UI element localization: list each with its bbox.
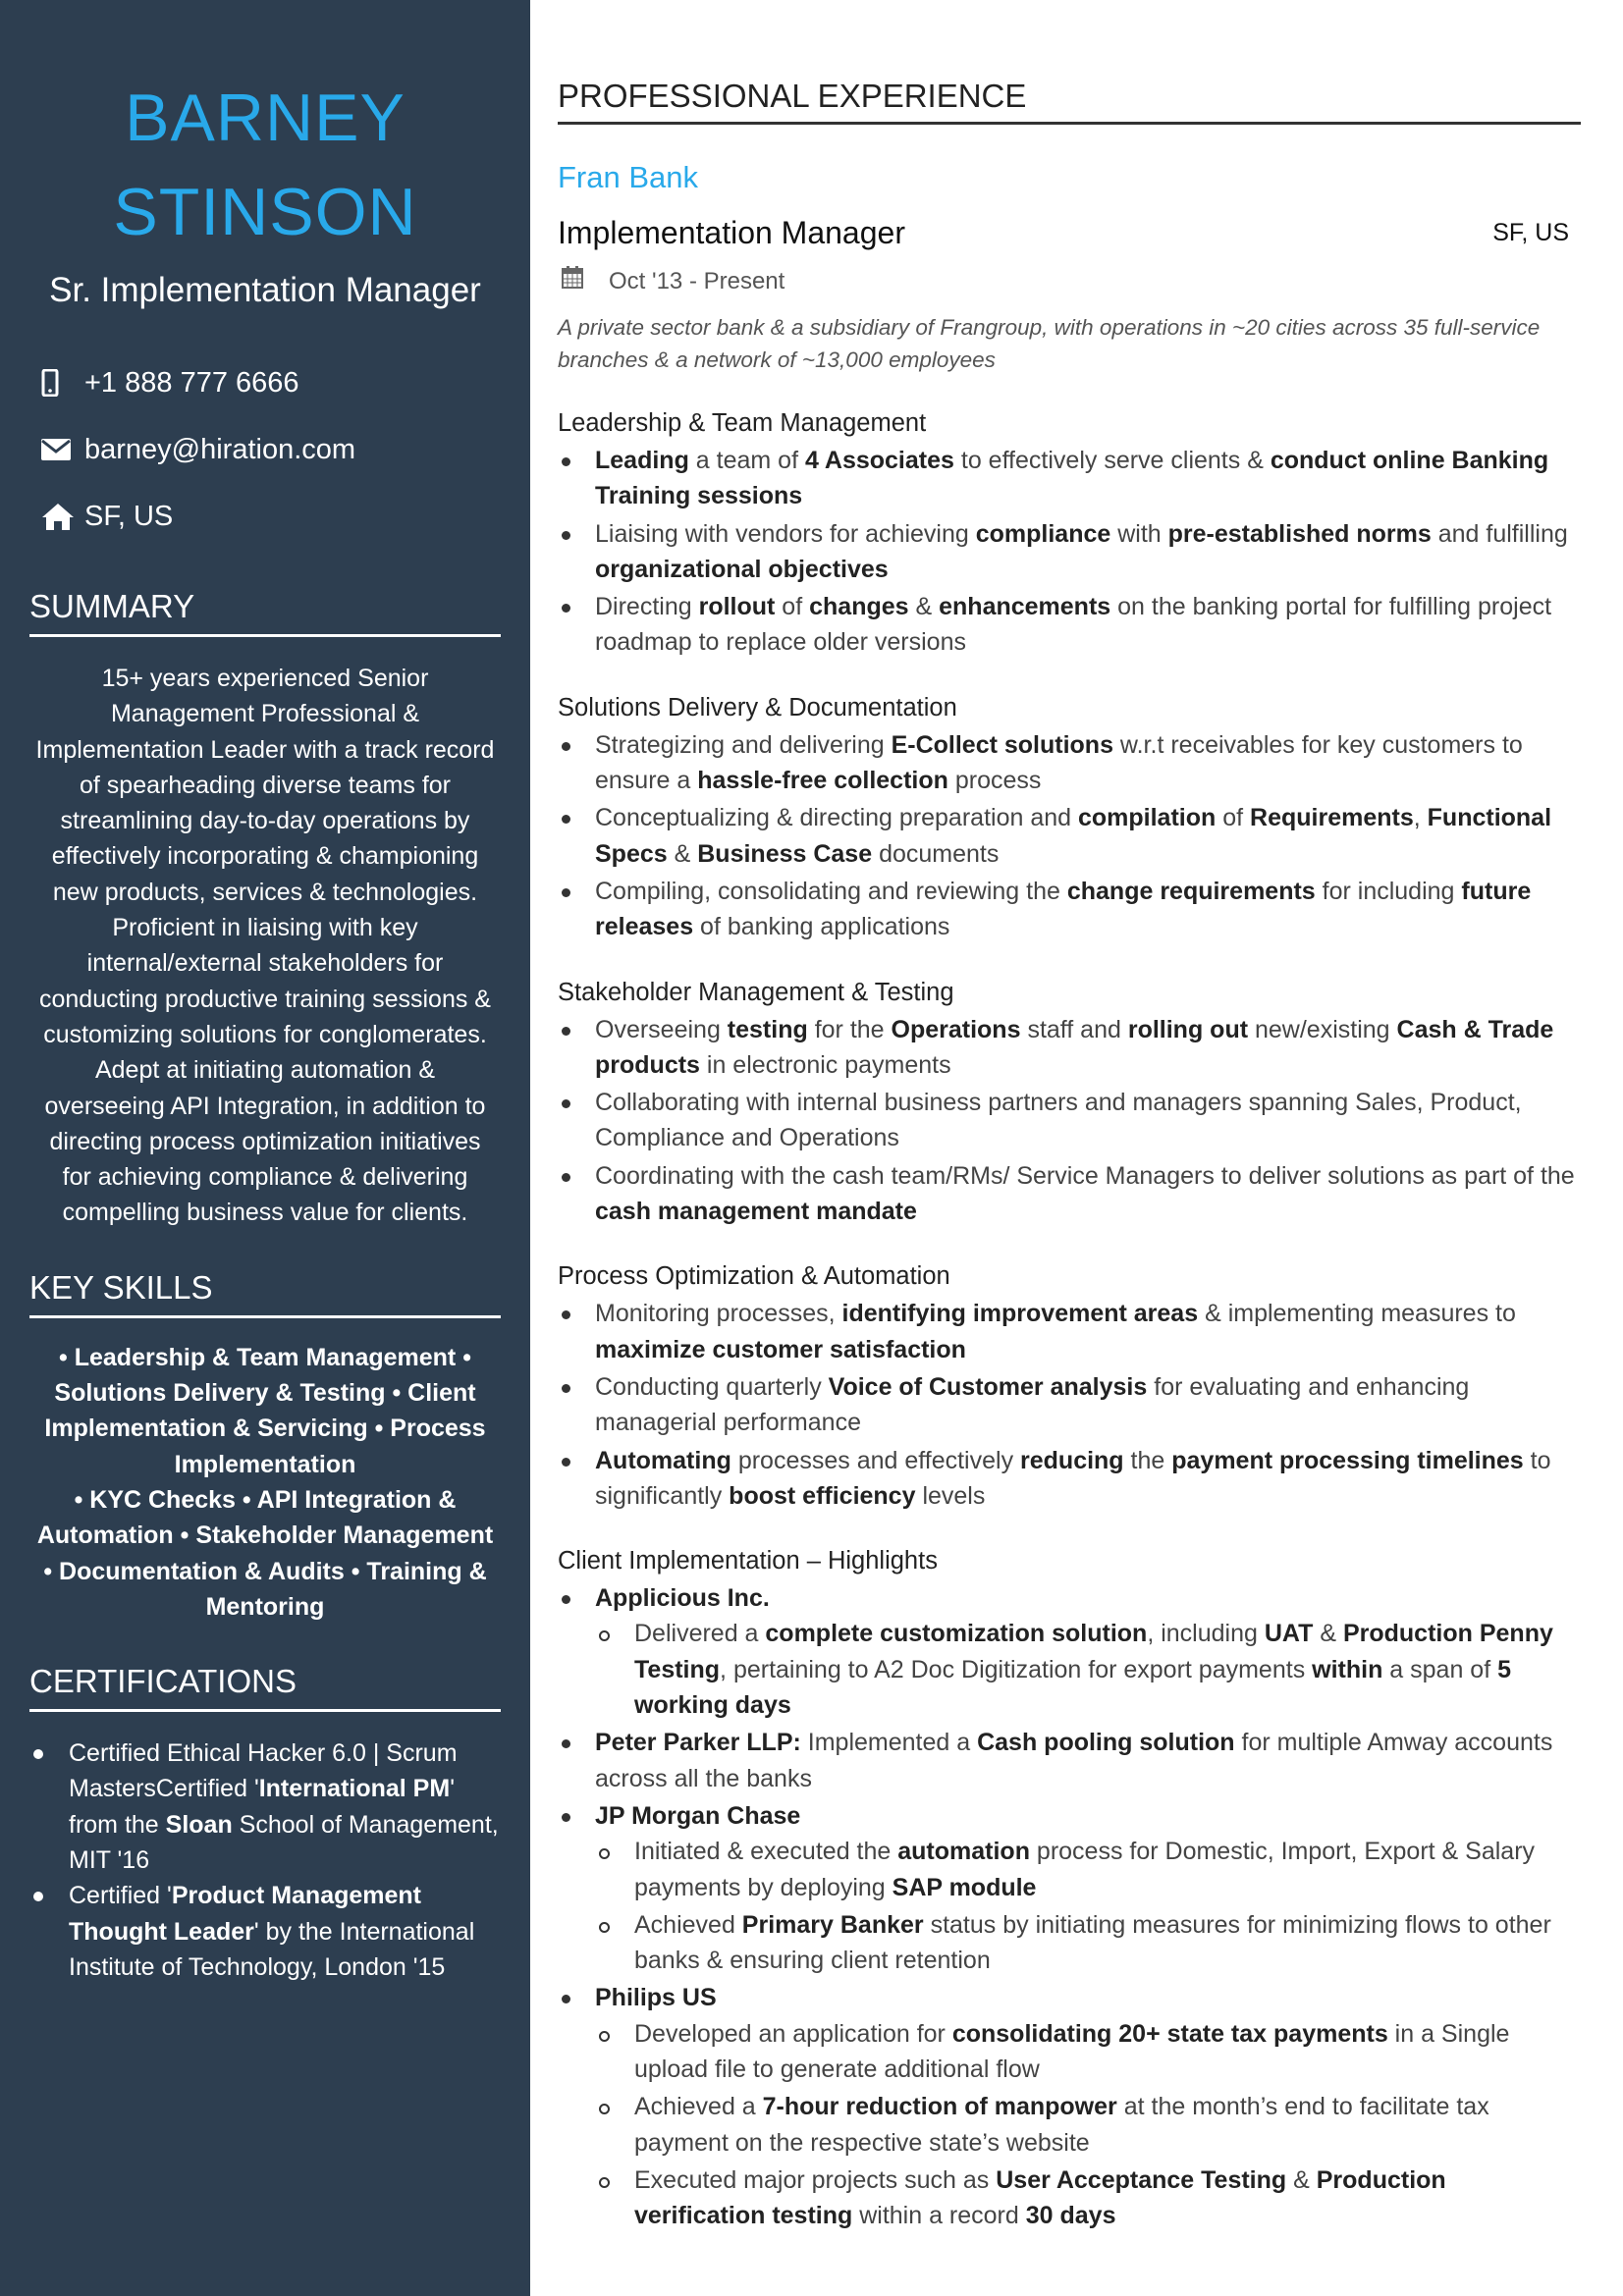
summary-text: 15+ years experienced Senior Management Professional & Implementation Leader with a track record of spearheading diverse teams for streamlining day-to-day operations by effectively incorporating & championing new products, services & technologies. Proficient in liaising with key internal/external stakeholders for conducting productive training sessions & customizing solutions for conglomerates. Adept at initiating automation & overseeing API Integration, in addition to directing process optimization initiatives for achieving compliance & delivering compelling business value for clients. xyxy=(35,665,495,1227)
bullet-item xyxy=(558,1443,1581,1515)
bold-text: organizational objectives xyxy=(595,555,889,583)
certifications-list xyxy=(29,1735,501,1985)
text-segment: the xyxy=(1123,1446,1172,1474)
text-segment: in electronic payments xyxy=(699,1050,951,1079)
main-content xyxy=(558,0,1581,2235)
summary-heading: SUMMARY xyxy=(29,587,501,637)
company-name: Fran Bank xyxy=(558,160,699,194)
job-title: Sr. Implementation Manager xyxy=(49,271,481,309)
certifications-heading: CERTIFICATIONS xyxy=(29,1662,501,1712)
highlight-client xyxy=(558,1725,1581,1796)
key-skills xyxy=(29,1340,501,1625)
bold-text: E-Collect solutions xyxy=(891,730,1113,759)
bold-text: consolidating 20+ state tax payments xyxy=(951,2019,1388,2048)
bold-text: 7-hour reduction of manpower xyxy=(762,2093,1117,2121)
bold-text: hassle-free collection xyxy=(697,767,948,795)
role-location: SF, US xyxy=(1492,219,1569,246)
bullet-item xyxy=(558,874,1581,945)
bold-text: Functional Specs xyxy=(595,804,1552,868)
text-segment: Certified ' xyxy=(69,1882,172,1910)
bold-text: cash management mandate xyxy=(595,1198,917,1226)
bullet-list xyxy=(558,727,1581,945)
text-segment: process xyxy=(947,767,1042,795)
highlight-subitem xyxy=(595,1834,1581,1905)
bold-text: 4 Associates xyxy=(804,447,954,474)
phone-text: +1 888 777 6666 xyxy=(84,366,299,399)
bold-text: Primary Banker xyxy=(741,1910,924,1939)
highlight-sublist xyxy=(595,2016,1581,2234)
text-segment: Directing xyxy=(595,593,699,621)
text-segment: Strategizing and delivering xyxy=(595,730,892,759)
highlight-client xyxy=(558,1980,1581,2233)
sidebar xyxy=(0,0,530,2296)
highlight-sublist xyxy=(595,1834,1581,1978)
text-segment: new/existing xyxy=(1248,1015,1397,1043)
bullet-item xyxy=(558,800,1581,872)
bullet-item xyxy=(558,443,1581,514)
bold-text: Philips US xyxy=(595,1984,717,2012)
bullet-list xyxy=(558,1296,1581,1514)
bold-text: Applicious Inc. xyxy=(595,1584,770,1613)
bold-text: User Acceptance Testing xyxy=(996,2165,1287,2194)
highlight-client xyxy=(558,1580,1581,1723)
bold-text: automation xyxy=(897,1838,1030,1866)
text-segment: Collaborating with internal business partners and managers spanning Sales, Product, Compliance and Operations xyxy=(595,1089,1522,1152)
text-segment: Conceptualizing & directing preparation and xyxy=(595,804,1078,832)
text-segment: in a Single upload file to generate additional flow xyxy=(634,2019,1510,2083)
experience-sections xyxy=(558,405,1581,1514)
section-heading: Solutions Delivery & Documentation xyxy=(558,693,957,721)
bold-text: Production verification testing xyxy=(634,2165,1446,2230)
bold-text: payment processing timelines xyxy=(1171,1446,1524,1474)
last-name: STINSON xyxy=(113,175,417,249)
bold-text: Production Penny Testing xyxy=(634,1620,1553,1683)
highlight-subitem xyxy=(595,1616,1581,1723)
text-segment: staff and xyxy=(1020,1015,1128,1043)
text-segment: Compiling, consolidating and reviewing the xyxy=(595,877,1067,905)
bullet-item xyxy=(558,727,1581,799)
bold-text: Business Case xyxy=(697,839,873,868)
text-segment: Monitoring processes, xyxy=(595,1300,842,1328)
bold-text: SAP module xyxy=(892,1873,1037,1901)
text-segment: process for Domestic, Import, Export & Salary payments by deploying xyxy=(634,1838,1536,1901)
bold-text: rolling out xyxy=(1127,1015,1249,1043)
section-heading: Process Optimization & Automation xyxy=(558,1262,950,1291)
text-segment: for including xyxy=(1315,877,1462,905)
text-segment: Liaising with vendors for achieving xyxy=(595,519,976,548)
bold-text: International PM xyxy=(258,1775,451,1803)
bold-text: changes xyxy=(809,593,909,621)
text-segment: & xyxy=(908,593,940,621)
text-segment: and fulfilling xyxy=(1431,519,1568,548)
text-segment: of xyxy=(775,593,810,621)
certification-item xyxy=(29,1878,501,1985)
text-segment: Implemented a xyxy=(800,1729,978,1757)
highlight-subitem xyxy=(595,2016,1581,2088)
text-segment: & implementing measures to xyxy=(1198,1300,1516,1328)
envelope-icon xyxy=(29,439,84,460)
text-segment: to effectively serve clients & xyxy=(953,447,1271,474)
key-skills-heading: KEY SKILLS xyxy=(29,1268,501,1318)
text-segment: a team of xyxy=(688,447,805,474)
text-segment: for multiple Amway accounts across all the banks xyxy=(595,1729,1553,1792)
bold-text: Requirements xyxy=(1250,804,1414,832)
highlight-subitem xyxy=(595,1907,1581,1979)
bold-text: Voice of Customer analysis xyxy=(828,1372,1148,1401)
text-segment: levels xyxy=(915,1481,986,1510)
bullet-item xyxy=(558,1012,1581,1084)
contact-phone xyxy=(29,349,501,416)
experience-heading: PROFESSIONAL EXPERIENCE xyxy=(558,77,1581,125)
text-segment: at the month’s end to facilitate tax payment on the respective state’s website xyxy=(634,2093,1489,2157)
bold-text: Cash & Trade products xyxy=(595,1015,1554,1079)
bold-text: testing xyxy=(727,1015,808,1043)
bold-text: Peter Parker LLP: xyxy=(595,1729,801,1757)
text-segment: Delivered a xyxy=(634,1620,766,1648)
bullet-item xyxy=(558,1085,1581,1156)
skills-line: • Leadership & Team Management • Solutions Delivery & Testing • Client Implementation & Servicing • Process Implementation xyxy=(44,1343,486,1478)
bold-text: boost efficiency xyxy=(729,1481,916,1510)
bold-text: conduct online Banking Training sessions xyxy=(595,447,1549,510)
location-text: SF, US xyxy=(84,500,174,532)
bold-text: compilation xyxy=(1077,804,1217,832)
bold-text: future releases xyxy=(595,877,1532,941)
text-segment: Certified Ethical Hacker 6.0 | Scrum MastersCertified ' xyxy=(69,1739,458,1803)
bold-text: compliance xyxy=(975,519,1111,548)
text-segment: Developed an application for xyxy=(634,2019,952,2048)
highlights-heading: Client Implementation – Highlights xyxy=(558,1547,938,1575)
bold-text: Product Management Thought Leader xyxy=(69,1882,422,1946)
bold-text: Cash pooling solution xyxy=(977,1729,1235,1757)
certification-item xyxy=(29,1735,501,1878)
text-segment: Executed major projects such as xyxy=(634,2165,997,2194)
text-segment: with xyxy=(1110,519,1168,548)
bold-text: maximize customer satisfaction xyxy=(595,1335,966,1363)
bullet-item xyxy=(558,589,1581,661)
bold-text: JP Morgan Chase xyxy=(595,1801,801,1830)
highlight-subitem xyxy=(595,2163,1581,2234)
date-text: Oct '13 - Present xyxy=(609,268,785,294)
highlight-client xyxy=(558,1798,1581,1978)
section-heading: Stakeholder Management & Testing xyxy=(558,978,954,1006)
bold-text: 5 working days xyxy=(634,1655,1512,1720)
text-segment: ' by the International Institute of Technology, London '15 xyxy=(69,1917,475,1981)
text-segment: on the banking portal for fulfilling project roadmap to replace older versions xyxy=(595,593,1552,657)
role-title: Implementation Manager xyxy=(558,215,905,250)
text-segment: of xyxy=(1216,804,1251,832)
bullet-item xyxy=(558,516,1581,588)
date-range xyxy=(558,264,1581,299)
text-segment: to significantly xyxy=(595,1446,1551,1510)
bold-text: 30 days xyxy=(1025,2202,1116,2230)
bold-text: reducing xyxy=(1020,1446,1124,1474)
text-segment: , pertaining to A2 Doc Digitization for export payments xyxy=(720,1655,1313,1683)
bold-text: pre-established norms xyxy=(1167,519,1432,548)
contact-email xyxy=(29,416,501,483)
bold-text: Leading xyxy=(595,447,689,474)
text-segment: for the xyxy=(807,1015,892,1043)
bullet-item xyxy=(558,1296,1581,1367)
bold-text: Sloan xyxy=(165,1810,233,1839)
text-segment: w.r.t receivables for key customers to ensure a xyxy=(595,730,1523,795)
email-text: barney@hiration.com xyxy=(84,433,356,465)
highlight-sublist xyxy=(595,1616,1581,1723)
highlights-list xyxy=(558,1580,1581,2233)
highlight-subitem xyxy=(595,2089,1581,2161)
text-segment: processes and effectively xyxy=(730,1446,1021,1474)
section-heading: Leadership & Team Management xyxy=(558,409,927,437)
text-segment: documents xyxy=(872,839,1000,868)
text-segment: , xyxy=(1413,804,1428,832)
bullet-list xyxy=(558,1012,1581,1230)
calendar-icon xyxy=(562,264,583,299)
bold-text: Automating xyxy=(595,1446,731,1474)
bold-text: identifying improvement areas xyxy=(841,1300,1199,1328)
text-segment: School of Management, MIT '16 xyxy=(69,1810,499,1875)
bullet-item xyxy=(558,1158,1581,1230)
text-segment: within a record xyxy=(852,2202,1026,2230)
text-segment: , including xyxy=(1147,1620,1265,1648)
text-segment: status by initiating measures for minimizing flows to other banks & ensuring client retention xyxy=(634,1910,1551,1975)
company-description: A private sector bank & a subsidiary of Frangroup, with operations in ~20 cities across 35 full-service branches & a network of ~13,000 employees xyxy=(558,315,1541,372)
bold-text: UAT xyxy=(1264,1620,1314,1648)
bold-text: Operations xyxy=(891,1015,1021,1043)
bold-text: enhancements xyxy=(939,593,1111,621)
bullet-item xyxy=(558,1369,1581,1441)
bold-text: complete customization solution xyxy=(765,1620,1148,1648)
text-segment: Coordinating with the cash team/RMs/ Service Managers to deliver solutions as part of the xyxy=(595,1161,1575,1190)
role-row xyxy=(558,213,1581,252)
first-name: BARNEY xyxy=(125,80,406,155)
text-segment: a span of xyxy=(1382,1655,1498,1683)
contact-location xyxy=(29,483,501,550)
home-icon xyxy=(29,502,84,531)
text-segment: & xyxy=(1286,2165,1317,2194)
text-segment: & xyxy=(1313,1620,1343,1648)
text-segment: & xyxy=(667,839,698,868)
text-segment: for evaluating and enhancing managerial performance xyxy=(595,1372,1470,1437)
text-segment: Overseeing xyxy=(595,1015,728,1043)
phone-icon xyxy=(29,369,84,397)
text-segment: Achieved a xyxy=(634,2093,763,2121)
text-segment: ' from the xyxy=(69,1775,455,1839)
skills-line: • KYC Checks • API Integration & Automation • Stakeholder Management • Documentation & Audits • Training & Mentoring xyxy=(36,1485,494,1621)
bold-text: rollout xyxy=(698,593,776,621)
text-segment: Conducting quarterly xyxy=(595,1372,829,1401)
bold-text: change requirements xyxy=(1066,877,1316,905)
bold-text: within xyxy=(1312,1655,1383,1683)
text-segment: Initiated & executed the xyxy=(634,1838,898,1866)
text-segment: of banking applications xyxy=(693,913,950,941)
bullet-list xyxy=(558,443,1581,661)
text-segment: Achieved xyxy=(634,1910,742,1939)
